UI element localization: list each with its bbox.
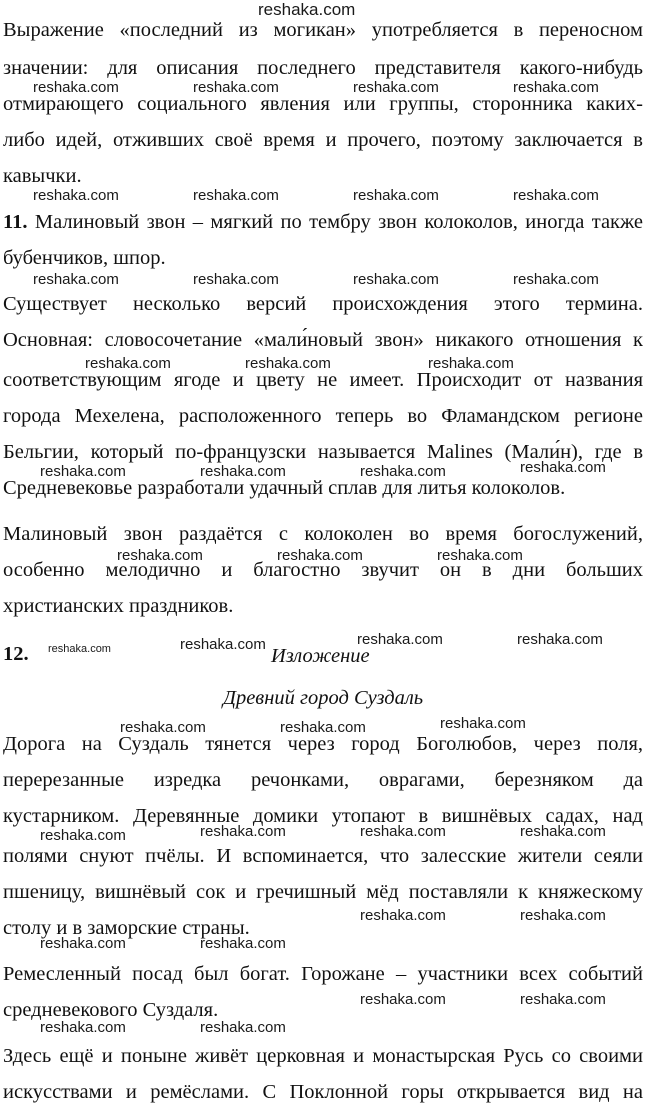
watermark: reshaka.com (33, 187, 119, 204)
watermark: reshaka.com (40, 463, 126, 480)
text-line: соответствующим ягоде и цвету не имеет. Происходит от названия (3, 369, 643, 391)
watermark: reshaka.com (357, 631, 443, 648)
watermark: reshaka.com (513, 187, 599, 204)
watermark: reshaka.com (360, 991, 446, 1008)
watermark: reshaka.com (180, 636, 266, 653)
item-number: 12. (3, 643, 29, 665)
text-line: полями снуют пчёлы. И вспоминается, что залесские жители сеяли (3, 845, 643, 867)
watermark: reshaka.com (280, 719, 366, 736)
watermark: reshaka.com (428, 355, 514, 372)
text-segment: Малиновый звон – мягкий по тембру звон колоколов, иногда также (34, 211, 644, 233)
text-line-item-11 (3, 209, 643, 235)
text-line: кавычки. (3, 165, 82, 187)
watermark: reshaka.com (200, 935, 286, 952)
item-number: 11. (3, 211, 28, 233)
text-line: Существует несколько версий происхождения этого термина. (3, 293, 643, 315)
watermark: reshaka.com (277, 547, 363, 564)
text-line: либо идей, отживших своё время и прочего, поэтому заключается в (3, 129, 643, 151)
watermark: reshaka.com (117, 547, 203, 564)
watermark: reshaka.com (193, 271, 279, 288)
watermark: reshaka.com (33, 79, 119, 96)
watermark: reshaka.com (513, 271, 599, 288)
watermark: reshaka.com (437, 547, 523, 564)
text-line: Выражение «последний из могикан» употребляется в переносном (3, 19, 643, 41)
text-line: особенно мелодично и благостно звучит он в дни больших (3, 559, 643, 581)
watermark: reshaka.com (200, 823, 286, 840)
watermark: reshaka.com (520, 823, 606, 840)
watermark: reshaka.com (85, 355, 171, 372)
watermark: reshaka.com (360, 907, 446, 924)
watermark: reshaka.com (40, 935, 126, 952)
text-line: Бельгии, который по-французски называется Malines (Мали́н), где в (3, 441, 643, 463)
watermark: reshaka.com (200, 463, 286, 480)
watermark: reshaka.com (520, 991, 606, 1008)
watermark: reshaka.com (48, 643, 111, 655)
watermark: reshaka.com (193, 79, 279, 96)
text-line: Ремесленный посад был богат. Горожане – участники всех событий (3, 963, 643, 985)
text-line: кустарником. Деревянные домики утопают в вишнёвых садах, над (3, 805, 643, 827)
watermark: reshaka.com (245, 355, 331, 372)
essay-title: Древний город Суздаль (222, 687, 424, 709)
watermark: reshaka.com (360, 463, 446, 480)
text-line: значении: для описания последнего представителя какого-нибудь (3, 57, 643, 79)
text-line: города Мехелена, расположенного теперь во Фламандском регионе (3, 405, 643, 427)
text-line: столу и в заморские страны. (3, 917, 250, 939)
watermark: reshaka.com (440, 715, 526, 732)
watermark: reshaka.com (33, 271, 119, 288)
watermark: reshaka.com (40, 827, 126, 844)
watermark: reshaka.com (200, 1019, 286, 1036)
watermark: reshaka.com (520, 907, 606, 924)
watermark: reshaka.com (120, 719, 206, 736)
text-line: Средневековье разработали удачный сплав для литья колоколов. (3, 477, 566, 499)
text-line: Малиновый звон раздаётся с колоколен во время богослужений, (3, 523, 643, 545)
text-line: перерезанные изредка речонками, оврагами, березняком да (3, 769, 643, 791)
watermark: reshaka.com (517, 631, 603, 648)
watermark: reshaka.com (513, 79, 599, 96)
watermark: reshaka.com (353, 187, 439, 204)
watermark: reshaka.com (353, 79, 439, 96)
text-line: бубенчиков, шпор. (3, 247, 166, 269)
watermark: reshaka.com (40, 1019, 126, 1036)
watermark: reshaka.com (520, 459, 606, 476)
text-line: средневекового Суздаля. (3, 999, 219, 1021)
watermark: reshaka.com (360, 823, 446, 840)
watermark: reshaka.com (258, 0, 356, 19)
text-line: христианских праздников. (3, 595, 234, 617)
watermark: reshaka.com (193, 187, 279, 204)
text-line: искусствами и ремёслами. С Поклонной горы открывается вид на (3, 1081, 643, 1103)
text-line: пшеницу, вишнёвый сок и гречишный мёд поставляли к княжескому (3, 881, 643, 903)
watermark: reshaka.com (353, 271, 439, 288)
text-line: Дорога на Суздаль тянется через город Боголюбов, через поля, (3, 733, 643, 755)
section-heading: Изложение (271, 645, 370, 667)
text-line: Основная: словосочетание «мали́новый звон» никакого отношения к (3, 329, 643, 351)
text-line: отмирающего социального явления или группы, сторонника каких- (3, 93, 643, 115)
text-line: Здесь ещё и поныне живёт церковная и монастырская Русь со своими (3, 1045, 643, 1067)
